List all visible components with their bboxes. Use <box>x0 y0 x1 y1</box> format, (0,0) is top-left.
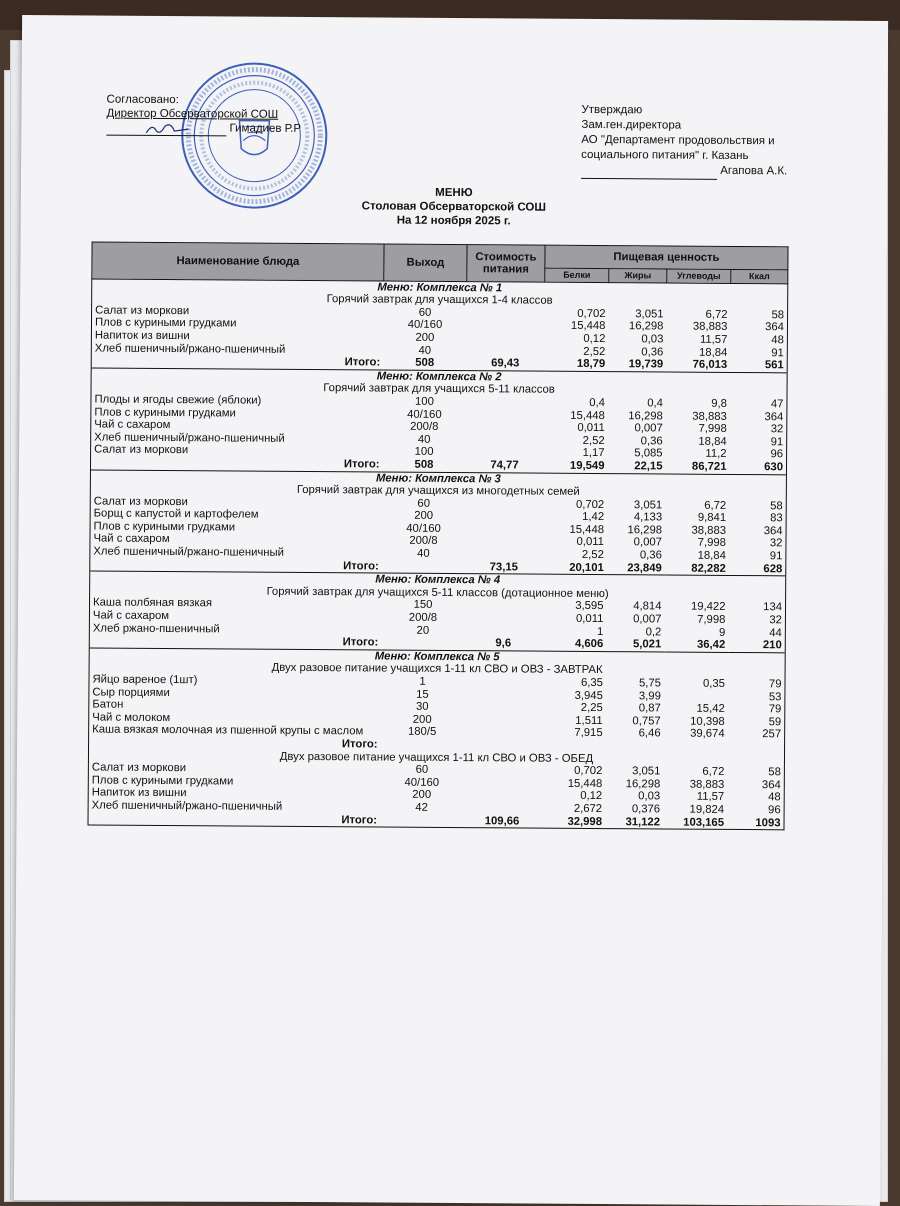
approval-left <box>106 93 301 137</box>
dish-carbs: 0,35 <box>702 677 726 690</box>
dish-cost <box>464 689 542 702</box>
dish-kcal: 58 <box>731 309 788 322</box>
dish-name: Плов с куриными грудками <box>90 520 382 535</box>
signature-line <box>106 121 301 137</box>
dish-carbs: 7,998 <box>698 422 727 436</box>
total-cost: 74,77 <box>490 459 519 472</box>
dish-output: 60 <box>417 497 431 510</box>
total-carbs: 76,013 <box>692 358 728 372</box>
approval-right-line3: социального питания" г. Казань <box>581 148 749 163</box>
dish-carbs: 6,72 <box>704 499 727 512</box>
dish-output: 200/8 <box>408 611 438 624</box>
total-label: Итого: <box>88 812 380 827</box>
dish-fats: 16,298 <box>627 524 663 537</box>
dish-fats: 0,36 <box>640 435 663 448</box>
dish-carbs: 19,422 <box>690 601 726 614</box>
dish-cost <box>466 409 544 422</box>
dish-carbs: 11,57 <box>696 791 725 804</box>
total-fats <box>606 740 664 753</box>
dish-name: Напиток из вишни <box>88 787 380 802</box>
dish-proteins: 6,35 <box>580 676 604 690</box>
dish-proteins: 0,4 <box>589 396 605 410</box>
title-line1: МЕНЮ <box>435 186 473 200</box>
dish-kcal: 79 <box>728 703 785 716</box>
dish-carbs: 18,84 <box>698 346 728 359</box>
dish-cost <box>466 446 544 459</box>
dish-output: 40 <box>417 433 431 446</box>
dish-output: 100 <box>414 395 434 408</box>
dish-cost <box>464 714 542 727</box>
document-page <box>14 15 888 1206</box>
dish-proteins: 0,011 <box>576 536 605 549</box>
dish-output: 200/8 <box>409 535 438 548</box>
dish-kcal: 91 <box>729 550 786 563</box>
dish-cost <box>464 612 542 625</box>
dish-carbs: 18,84 <box>697 549 726 562</box>
dish-kcal: 58 <box>727 766 784 779</box>
dish-kcal: 32 <box>729 537 786 550</box>
total-proteins: 19,549 <box>569 459 605 472</box>
dish-kcal: 364 <box>730 410 787 423</box>
total-proteins: 32,998 <box>541 815 605 829</box>
dish-proteins: 7,915 <box>574 727 603 740</box>
dish-proteins: 2,52 <box>582 434 605 447</box>
dish-output: 30 <box>415 700 429 714</box>
dish-name: Чай с молоком <box>89 711 381 726</box>
header-fats: Жиры <box>609 269 667 283</box>
dish-carbs: 9,8 <box>711 397 727 410</box>
dish-cost <box>463 764 541 777</box>
section-header: Меню: Комплекса № 4 <box>90 571 786 589</box>
dish-carbs: 6,72 <box>705 308 728 321</box>
dish-name: Напиток из вишни <box>91 329 383 344</box>
dish-kcal: 79 <box>728 678 785 691</box>
dish-cost <box>464 676 542 689</box>
dish-output: 40/160 <box>407 319 443 332</box>
dish-output: 200/8 <box>410 420 439 434</box>
dish-fats: 0,36 <box>639 549 662 562</box>
dish-proteins: 3,595 <box>575 600 604 613</box>
dish-fats: 4,133 <box>633 511 663 524</box>
menu-table <box>87 241 788 830</box>
dish-proteins: 1,511 <box>575 714 603 727</box>
dish-name: Плов с куриными грудками <box>91 317 383 332</box>
total-cost: 73,15 <box>489 560 518 574</box>
approval-left-label: Согласовано: <box>106 93 179 107</box>
dish-proteins: 15,448 <box>567 777 603 790</box>
dish-output: 60 <box>415 763 429 777</box>
section-subheader: Двух разовое питание учащихся 1-11 кл СВО и ОВЗ - ЗАВТРАК <box>89 661 785 678</box>
dish-cost <box>465 498 543 511</box>
total-label: Итого: <box>90 558 382 573</box>
total-proteins: 4,606 <box>574 638 604 651</box>
total-kcal: 210 <box>728 639 785 652</box>
dish-fats: 0,03 <box>638 790 661 803</box>
header-cost: Стоимость питания <box>467 245 545 282</box>
dish-kcal: 364 <box>729 525 786 538</box>
dish-output: 180/5 <box>407 726 437 739</box>
dish-fats: 0,36 <box>641 345 664 359</box>
total-output <box>382 560 465 574</box>
dish-carbs: 38,883 <box>692 321 728 334</box>
dish-output: 60 <box>418 306 432 319</box>
section-header: Меню: Комплекса № 3 <box>90 469 786 487</box>
total-cost: 9,6 <box>495 637 512 650</box>
dish-fats: 0,4 <box>647 397 663 410</box>
dish-kcal: 364 <box>730 321 787 334</box>
dish-name: Чай с сахаром <box>89 610 381 625</box>
total-fats: 5,021 <box>632 638 662 651</box>
dish-output: 200 <box>414 510 434 523</box>
section-subheader: Горячий завтрак для учащихся из многодетных семей <box>90 483 786 500</box>
dish-carbs: 19,824 <box>689 803 725 816</box>
total-cost <box>464 739 542 752</box>
dish-fats: 0,376 <box>631 803 661 816</box>
dish-name: Хлеб ржано-пшеничный <box>89 622 381 637</box>
dish-fats: 0,007 <box>634 422 663 435</box>
total-carbs: 82,282 <box>691 562 726 575</box>
dish-kcal: 91 <box>730 347 787 360</box>
menu-body <box>88 279 788 830</box>
dish-carbs: 9 <box>719 626 726 639</box>
dish-kcal: 96 <box>727 804 784 817</box>
dish-name: Хлеб пшеничный/ржано-пшеничный <box>91 342 383 357</box>
dish-fats: 16,298 <box>628 320 664 333</box>
dish-output: 42 <box>415 801 428 814</box>
header-dish-name: Наименование блюда <box>92 242 384 281</box>
dish-carbs: 6,72 <box>702 765 725 779</box>
dish-name: Хлеб пшеничный/ржано-пшеничный <box>90 546 382 561</box>
dish-cost <box>465 536 543 549</box>
total-kcal: 628 <box>729 563 786 576</box>
dish-cost <box>466 319 544 332</box>
total-proteins <box>542 740 606 753</box>
approval-right-name: Агапова А.К. <box>720 164 788 178</box>
dish-cost <box>465 548 543 561</box>
title-line2: Столовая Обсерваторской СОШ <box>361 200 546 214</box>
dish-cost <box>466 345 544 358</box>
dish-output: 40 <box>417 547 430 560</box>
dish-fats: 4,814 <box>633 600 662 613</box>
dish-cost <box>467 307 545 320</box>
section-subheader: Двух разовое питание учащихся 1-11 кл СВО и ОВЗ - ОБЕД <box>88 749 784 766</box>
total-fats: 22,15 <box>634 460 663 473</box>
dish-proteins: 2,52 <box>583 345 606 358</box>
total-carbs: 86,721 <box>691 460 727 473</box>
total-carbs: 36,42 <box>696 638 726 652</box>
dish-proteins: 0,011 <box>577 422 605 435</box>
total-proteins: 20,101 <box>569 561 604 574</box>
dish-fats: 0,007 <box>633 536 663 549</box>
total-output <box>381 637 464 651</box>
dish-carbs: 15,42 <box>696 702 725 716</box>
dish-fats: 0,2 <box>645 625 662 639</box>
dish-proteins: 0,12 <box>580 790 603 803</box>
dish-output: 40/160 <box>407 408 442 421</box>
dish-proteins: 3,945 <box>574 689 603 702</box>
total-kcal: 561 <box>730 359 787 372</box>
dish-kcal: 364 <box>727 779 784 792</box>
dish-fats: 5,75 <box>638 677 662 690</box>
dish-proteins: 1 <box>597 625 604 638</box>
dish-kcal: 47 <box>730 398 787 411</box>
approval-right-line2: АО "Департамент продовольствия и <box>581 133 775 148</box>
dish-proteins: 0,702 <box>577 307 606 320</box>
dish-carbs <box>664 690 728 703</box>
section-header: Меню: Комплекса № 5 <box>89 648 785 666</box>
header-output: Выход <box>384 244 467 281</box>
dish-output: 15 <box>416 688 429 701</box>
dish-output: 20 <box>416 624 430 637</box>
total-proteins: 18,79 <box>576 358 606 371</box>
dish-fats: 0,757 <box>632 715 661 728</box>
dish-kcal: 257 <box>728 728 785 741</box>
dish-cost <box>464 726 542 739</box>
dish-carbs: 11,57 <box>699 333 728 346</box>
dish-kcal: 53 <box>728 691 785 704</box>
dish-fats: 0,03 <box>641 333 664 346</box>
total-fats: 19,739 <box>628 358 664 371</box>
dish-fats: 5,085 <box>634 447 663 460</box>
dish-carbs: 11,2 <box>705 448 727 461</box>
dish-name: Хлеб пшеничный/ржано-пшеничный <box>91 431 383 446</box>
dish-proteins: 15,448 <box>569 523 605 536</box>
dish-cost <box>464 625 542 638</box>
header-kcal: Ккал <box>731 269 788 283</box>
approval-right-label: Утверждаю <box>581 103 643 117</box>
dish-name: Салат из моркови <box>91 444 383 459</box>
dish-proteins: 0,702 <box>574 765 603 778</box>
dish-proteins: 15,448 <box>570 409 605 422</box>
total-label: Итого: <box>89 736 381 751</box>
dish-name: Каша вязкая молочная из пшенной крупы с маслом <box>89 724 381 739</box>
dish-fats: 3,051 <box>633 498 663 512</box>
dish-output: 40/160 <box>404 776 440 789</box>
section-subheader: Горячий завтрак для учащихся 1-4 классов <box>92 292 788 309</box>
dish-name: Сыр порциями <box>89 686 381 701</box>
dish-cost <box>466 421 544 434</box>
total-kcal: 1093 <box>727 816 784 829</box>
dish-fats: 0,007 <box>633 613 662 626</box>
dish-kcal: 134 <box>728 601 785 614</box>
dish-carbs: 39,674 <box>690 728 725 741</box>
dish-cost <box>466 396 544 409</box>
dish-proteins: 1,42 <box>582 511 605 524</box>
dish-cost <box>463 777 541 790</box>
dish-proteins: 2,52 <box>581 548 604 562</box>
total-carbs <box>664 740 728 753</box>
dish-name: Салат из моркови <box>90 495 382 510</box>
approval-left-position: Директор Обсерваторской СОШ <box>106 107 279 121</box>
total-label: Итого: <box>89 635 381 650</box>
dish-cost <box>466 434 544 447</box>
dish-output: 200 <box>415 331 435 344</box>
dish-fats: 3,99 <box>638 689 661 703</box>
dish-kcal: 44 <box>728 627 785 640</box>
dish-kcal: 91 <box>730 436 787 449</box>
dish-kcal: 32 <box>730 423 787 436</box>
dish-proteins: 15,448 <box>570 320 606 333</box>
dish-cost <box>464 701 542 714</box>
header-nutrition: Пищевая ценность <box>545 245 788 270</box>
dish-cost <box>465 510 543 523</box>
total-output <box>380 814 463 828</box>
total-fats: 31,122 <box>605 816 663 829</box>
total-fats: 23,849 <box>627 561 662 575</box>
dish-cost <box>466 332 544 345</box>
dish-kcal: 48 <box>730 334 787 347</box>
dish-output: 200 <box>412 713 432 726</box>
header-proteins: Белки <box>545 268 609 282</box>
dish-kcal: 58 <box>729 500 786 513</box>
dish-carbs: 38,883 <box>689 778 725 791</box>
dish-output: 40/160 <box>406 522 441 535</box>
section-subheader: Горячий завтрак для учащихся 5-11 классов <box>91 381 787 398</box>
dish-cost <box>463 789 541 802</box>
approval-right <box>581 103 788 180</box>
dish-cost <box>465 523 543 536</box>
total-kcal: 630 <box>729 461 786 474</box>
dish-carbs: 10,398 <box>690 715 725 728</box>
dish-kcal: 59 <box>728 716 785 729</box>
dish-kcal: 83 <box>729 512 786 525</box>
total-cost: 109,66 <box>463 815 541 829</box>
handwritten-signature <box>144 121 194 137</box>
total-output: 508 <box>415 356 435 370</box>
dish-fats: 0,87 <box>638 702 661 715</box>
dish-carbs: 9,841 <box>697 512 727 525</box>
dish-name: Плоды и ягоды свежие (яблоки) <box>91 393 383 408</box>
dish-name: Плов с куриными грудками <box>91 406 383 421</box>
dish-carbs: 7,998 <box>697 613 726 626</box>
dish-name: Батон <box>89 699 381 714</box>
dish-proteins: 1,17 <box>582 447 605 460</box>
total-carbs: 103,165 <box>663 816 727 830</box>
approval-left-signature-name: Гимадиев Р.Р <box>229 122 302 135</box>
dish-proteins: 2,25 <box>580 702 603 715</box>
dish-proteins: 2,672 <box>573 802 603 815</box>
dish-name: Чай с сахаром <box>91 419 383 434</box>
total-label: Итого: <box>90 456 382 471</box>
dish-output: 1 <box>419 675 426 688</box>
dish-output: 200 <box>412 789 432 802</box>
section-header: Меню: Комплекса № 1 <box>92 279 788 297</box>
approval-right-name-line <box>581 163 787 180</box>
dish-carbs: 18,84 <box>698 435 727 448</box>
dish-kcal: 96 <box>730 448 787 461</box>
dish-proteins: 0,12 <box>583 332 606 346</box>
dish-name: Хлеб пшеничный/ржано-пшеничный <box>88 799 380 814</box>
dish-output: 150 <box>413 599 433 612</box>
dish-fats: 3,051 <box>635 308 664 321</box>
dish-name: Яйцо вареное (1шт) <box>89 673 381 688</box>
dish-cost <box>463 802 541 815</box>
dish-output: 40 <box>418 344 432 357</box>
dish-name: Каша полбяная вязкая <box>89 597 381 612</box>
total-cost: 69,43 <box>491 357 520 370</box>
total-label: Итого: <box>91 355 383 370</box>
dish-fats: 6,46 <box>638 727 661 740</box>
dish-fats: 16,298 <box>628 409 663 423</box>
dish-carbs: 38,883 <box>691 524 727 537</box>
signature-blank <box>581 163 717 180</box>
approval-right-line1: Зам.ген.директора <box>581 118 682 132</box>
dish-carbs: 7,998 <box>697 537 727 550</box>
total-kcal <box>728 741 785 754</box>
dish-output: 100 <box>414 446 434 459</box>
dish-name: Салат из моркови <box>88 762 380 777</box>
section-header: Меню: Комплекса № 2 <box>91 368 787 386</box>
dish-carbs: 38,883 <box>692 410 727 423</box>
dish-name: Салат из моркови <box>92 304 384 319</box>
dish-name: Плов с куриными грудками <box>88 774 380 789</box>
dish-name: Чай с сахаром <box>90 533 382 548</box>
dish-kcal: 48 <box>727 791 784 804</box>
header-carbs: Углеводы <box>667 269 731 283</box>
dish-cost <box>464 600 542 613</box>
title-line3: На 12 ноября 2025 г. <box>396 214 511 228</box>
document-title <box>21 183 887 231</box>
dish-kcal: 32 <box>728 614 785 627</box>
dish-proteins: 0,702 <box>575 498 605 511</box>
dish-fats: 16,298 <box>625 777 661 791</box>
total-output: 508 <box>414 458 434 471</box>
section-subheader: Горячий завтрак для учащихся 5-11 классов (дотационное меню) <box>90 584 786 601</box>
total-output <box>381 738 464 751</box>
dish-fats: 3,051 <box>632 765 661 778</box>
dish-proteins: 0,011 <box>575 612 604 626</box>
dish-name: Борщ с капустой и картофелем <box>90 508 382 523</box>
